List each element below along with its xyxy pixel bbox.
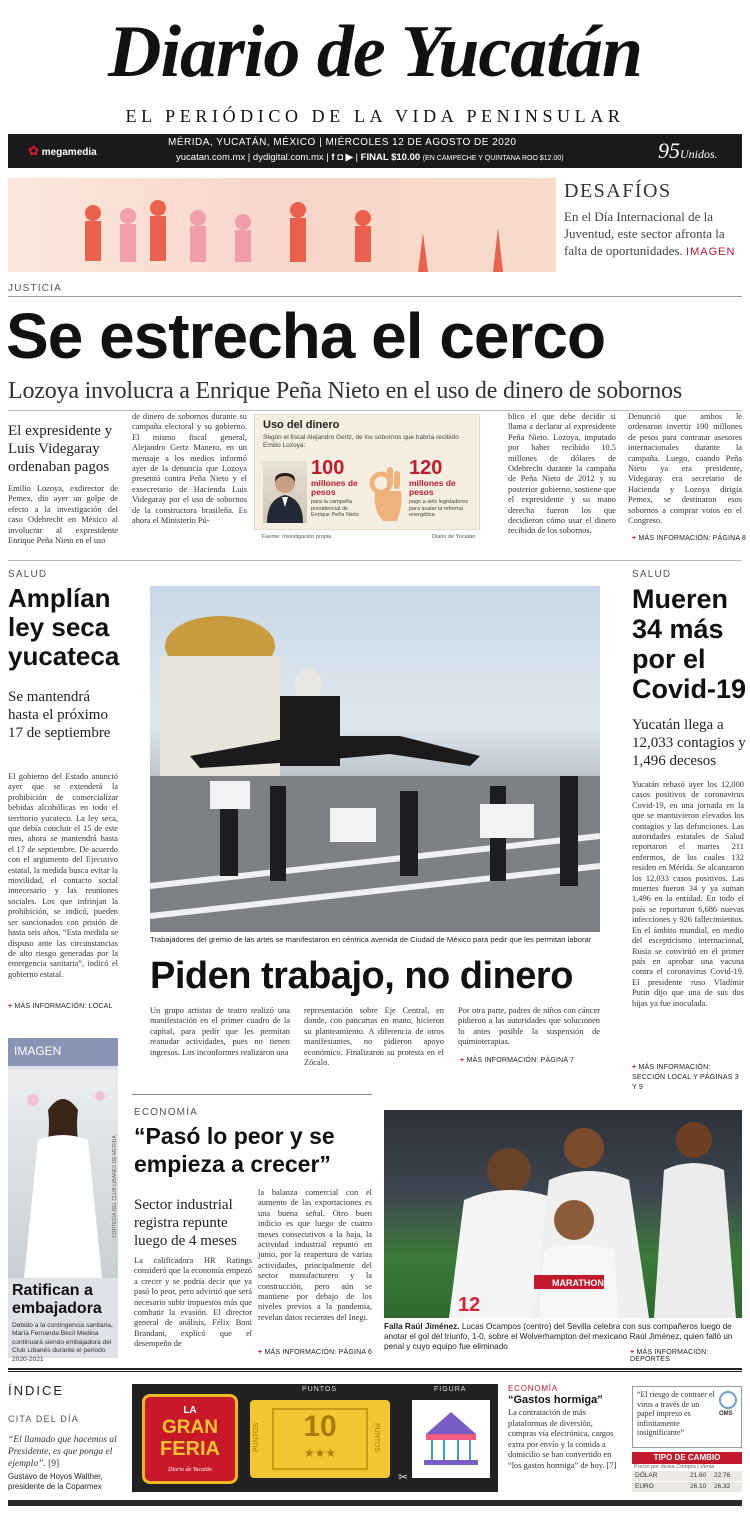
youth-silhouettes xyxy=(8,178,556,272)
feria-line1: LA xyxy=(183,1405,197,1416)
lead-kicker: JUSTICIA xyxy=(8,283,63,294)
figura-box xyxy=(412,1400,490,1478)
center-more[interactable]: + MÁS INFORMACIÓN: PÁGINA 7 xyxy=(460,1057,574,1064)
imagen-box[interactable] xyxy=(8,1038,118,1363)
bottom-rule xyxy=(8,1500,742,1506)
imagen-headline: Ratifican a embajadora xyxy=(12,1282,102,1317)
sports-photo[interactable] xyxy=(384,1110,742,1318)
feria-line3: FERIA xyxy=(160,1438,220,1460)
oms-org: OMS xyxy=(719,1411,733,1417)
infobox xyxy=(254,414,480,530)
cambio-row-euro: EURO 26.10 26.32 xyxy=(632,1482,742,1492)
economia-col1: La calificadora HR Ratings consideró que la economía empezó a crecer y se podría decir que ya pasó lo peor, pero advirtió que será necesario subir impuestos más que combatir la evasión. El director general de análisis, Félix Boni Brandani, explicó que el desempeño de xyxy=(134,1256,252,1349)
unit2: millones de pesos xyxy=(409,478,456,497)
economia2-headline[interactable]: “Gastos hormiga” xyxy=(508,1394,603,1406)
section-rule-double xyxy=(8,1368,742,1372)
lead-col2: de dinero de sobornos durante su campaña electoral y su gobierno. El mismo fiscal general, Alejandro Gertz Manero, en un mensaje a los medios informó ayer de la denuncia que Lozoya presentó contra Peña Nieto y el exsecretario de Hacienda Luis Videgaray por el uso de sobornos de la constructora brasileña. Es ahora el Ministerio Pú- xyxy=(132,412,247,526)
social-icons[interactable]: f ◘ ▶ xyxy=(331,152,356,163)
salud-left-more[interactable]: + MÁS INFORMACIÓN: LOCAL xyxy=(8,1003,113,1010)
dateline: MÉRIDA, YUCATÁN, MÉXICO | MIÉRCOLES 12 DE AGOSTO DE 2020 xyxy=(168,137,517,148)
lead-col1: Emilio Lozoya, exdirector de Pemex, dio ayer un golpe de efecto a la investigación del caso Odebrecht en México al involucrar al expresidente Enrique Peña Nieto en el uso xyxy=(8,484,118,546)
cambio-row-dolar: DÓLAR 21.60 22.76 xyxy=(632,1471,742,1481)
salud-right-more[interactable]: + MÁS INFORMACIÓN: SECCIÓN LOCAL Y PÁGINAS 3 Y 9 xyxy=(632,1063,744,1093)
jersey-sponsor: MARATHON xyxy=(552,1278,604,1288)
lead-headline[interactable]: Se estrecha el cerco xyxy=(6,300,606,372)
points-value: 10 xyxy=(303,1410,337,1443)
points-ticket xyxy=(250,1400,390,1478)
economia-subhead: Sector industrial registra repunte luego de 4 meses xyxy=(134,1197,237,1249)
lead-more[interactable]: + MÁS INFORMACIÓN: PÁGINA 8 xyxy=(632,535,746,542)
infobox-source: Fuente: Investigación propia xyxy=(262,534,332,540)
lead-deck: Lozoya involucra a Enrique Peña Nieto en el uso de dinero de sobornos xyxy=(8,378,682,404)
infobox-credit: Diario de Yucatán xyxy=(432,534,476,540)
teaser-link[interactable]: IMAGEN xyxy=(686,246,736,258)
feria-logo xyxy=(142,1394,238,1484)
cita-author: Gustavo de Hoyos Walther, presidente de la Coparmex xyxy=(8,1472,103,1491)
web-links[interactable]: yucatan.com.mx | dydigital.com.mx | xyxy=(176,152,329,163)
cambio-title: TIPO DE CAMBIO xyxy=(632,1452,742,1464)
feria-sub: Diario de Yucatán xyxy=(168,1467,212,1473)
center-col3: Por otra parte, padres de niños con cáncer pidieron a las autoridades que solucionen lo antes posible la suspensión de quimioterapias. xyxy=(458,1006,600,1047)
lead-subhead: El expresidente y Luis Videgaray ordenaban pagos xyxy=(8,423,113,475)
desc1: para la campaña presidencial de Enrique Peña Nieto xyxy=(311,499,359,518)
salud-left-subhead: Se mantendrá hasta el próximo 17 de septiembre xyxy=(8,689,111,741)
cambio-head: Precio por divisa Compra | Venta xyxy=(634,1464,715,1470)
masthead-title[interactable]: Diario de Yucatán xyxy=(108,11,642,93)
desc2: pago a seis legisladores para avalar la reforma energética xyxy=(409,499,469,518)
feria-panel[interactable] xyxy=(132,1384,498,1492)
scissors-icon: ✂ xyxy=(398,1470,409,1484)
salud-right-kicker: SALUD xyxy=(632,569,672,580)
infobox-title: Uso del dinero xyxy=(263,419,340,431)
megamedia-icon: ✿ xyxy=(28,143,39,158)
infobox-intro: Según el fiscal Alejandro Gertz, de los sobornos que habría recibido Emilio Lozoya: xyxy=(263,434,459,449)
economia2-text: La contratación de más plataformas de diversión, compras vía electrónica, cargos extra por envío y la comida a domicilio se han convertido en “los gastos hormiga” de hoy. [7] xyxy=(508,1408,617,1470)
economia-headline[interactable]: “Pasó lo peor y se empieza a crecer” xyxy=(134,1123,335,1177)
salud-left-kicker: SALUD xyxy=(8,569,48,580)
teaser-title[interactable]: DESAFÍOS xyxy=(564,180,672,202)
anniversary-logo: 95Unidos. xyxy=(658,138,718,163)
oms-quote: “El riesgo de contraer el virus a través de un papel impreso es infinitamente insignificante” xyxy=(637,1390,715,1438)
divider xyxy=(8,560,742,561)
num1: 100 xyxy=(311,457,345,479)
imagen-label: IMAGEN xyxy=(8,1038,118,1066)
carousel-icon xyxy=(412,1400,490,1478)
lead-col4: Denunció que ambos le ordenaron invertir 100 millones de pesos para contratar asesores internacionales durante la campaña. Luego, cuando Peña Nieto ya era presidente, Videgaray era secretario de Hacienda y Lozoya dirigía Pemex, se destinaron esos sobornos a comprar votos en el Congreso. xyxy=(628,412,742,526)
divider xyxy=(8,410,742,411)
salud-right-subhead: Yucatán llega a 12,033 contagios y 1,496 decesos xyxy=(632,717,746,769)
protest-scene xyxy=(150,586,600,932)
divider xyxy=(132,1094,372,1095)
economia-kicker: ECONOMÍA xyxy=(134,1107,199,1118)
salud-left-body: El gobierno del Estado anunció ayer que se extenderá la prohibición de comercializar bebidas alcohólicas en todo el territorio yucateco. La ley seca, que debía concluir el 15 de este mes, ahora se mantendrá hasta el 17 de septiembre. De acuerdo con el argumento del Ejecutivo estatal, la medida busca evitar la movilidad, el contacto social innecesario y las reuniones sociales. Los que infrinjan la prohibición, se indicó, pueden ser sancionados con prisión de hasta seis años. “Esta medida se dispuso ante las circunstancias de alto riesgo generadas por la emergencia sanitaria”, indicó el gobierno estatal. xyxy=(8,772,118,979)
figura-label: FIGURA xyxy=(434,1386,467,1393)
sports-caption: Falla Raúl Jiménez. Lucas Ocampos (centro) del Sevilla celebra con sus compañeros luego de anotar el gol del triunfo, 1-0, sobre el Wolverhampton del mexicano Raúl Jiménez, quien falló un penal y cuyo equipo fue eliminado xyxy=(384,1322,733,1352)
stars-icon: ★★★ xyxy=(303,1446,337,1460)
salud-left-headline[interactable]: Amplían ley seca yucateca xyxy=(8,583,120,671)
price-note: (EN CAMPECHE Y QUINTANA ROO $12.00) xyxy=(422,155,564,162)
ambassador-photo xyxy=(8,1070,118,1278)
lead-col3: blico el que debe decidir si llama a declarar al expresidente Peña Nieto. Lozoya, imputado por haber recibido 10.5 millones de dólares de Odebrecht durante la campaña de Peña Nieto de 2012 y su posterior gobierno, sostiene que el expresidente y su mano derecha fueron los que decidieron cómo usar el dinero recibido de los sobornos. xyxy=(508,412,616,536)
ticket-side-left: PUNTOS xyxy=(253,1422,261,1453)
salud-right-headline[interactable]: Mueren 34 más por el Covid-19 xyxy=(632,584,747,704)
teaser-banner-image[interactable] xyxy=(8,178,556,272)
jersey-number: 12 xyxy=(458,1294,481,1316)
puntos-label: PUNTOS xyxy=(302,1386,338,1393)
num2: 120 xyxy=(409,457,443,479)
teaser-text: En el Día Internacional de la Juventud, este sector afronta la falta de oportunidades. IMAGEN xyxy=(564,209,736,258)
price: FINAL $10.00 xyxy=(360,152,421,163)
hand-ok-icon xyxy=(367,461,405,523)
indice-title: ÍNDICE xyxy=(8,1383,65,1398)
protest-caption: Trabajadores del gremio de las artes se manifestaron en céntrica avenida de Ciudad de México para pedir que les permitan laborar xyxy=(150,935,592,944)
imagen-text: Debido a la contingencia sanitaria, María Fernanda Becil Medina continuará siendo embajadora del Club Libanés durante el periodo 2020-2021 xyxy=(12,1322,113,1363)
masthead-bar xyxy=(8,134,742,168)
unit1: millones de pesos xyxy=(311,478,358,497)
sports-more[interactable]: + MÁS INFORMACIÓN: DEPORTES xyxy=(630,1349,750,1363)
pena-nieto-photo xyxy=(263,461,307,523)
masthead-tagline: EL PERIÓDICO DE LA VIDA PENINSULAR xyxy=(125,106,625,126)
center-headline[interactable]: Piden trabajo, no dinero xyxy=(150,955,573,997)
cita-label: CITA DEL DÍA xyxy=(8,1414,79,1424)
salud-right-body: Yucatán rebasó ayer los 12,000 casos positivos de coronavirus Covid-19, en una jornada en la que se mantuvieron elevados los contagios y las defunciones. Las autoridades estatales de Salud reportaron el martes 211 enfermos, de los cuales 132 residen en Mérida. Se alcanzaron los 12,033 casos positivos. Las muertes fueron 34 y ya suman 1,496 en la entidad. En todo el país se reportaron 6,686 nuevas infecciones y 926 fallecimientos. En el ámbito mundial, en medio del escepticismo internacional, Rusia se convirtió en el primer país en aprobar una vacuna contra el coronavirus Covid-19. El presidente ruso Vladímir Putin dijo que una de sus dos hijas ya fue inoculada. xyxy=(632,780,744,1008)
megamedia-logo[interactable]: ✿ megamedia xyxy=(28,143,97,158)
imagen-photo-credit: CORTESÍA DEL CLUB LIBANÉS DE MÉRIDA xyxy=(112,1135,118,1238)
protest-photo[interactable] xyxy=(150,586,600,932)
oms-logo-icon xyxy=(719,1391,737,1409)
center-col1: Un grupo artistas de teatro realizó una manifestación en el primer cuadro de la capital, para pedir que les permitan reanudar actividades, pues no tienen ingresos. Los inconformes realizaron una xyxy=(150,1006,290,1057)
cita-quote: “El llamado que hacemos al Presidente, es que ponga el ejemplo”. [9] xyxy=(8,1435,117,1469)
divider xyxy=(8,296,742,297)
webline: yucatan.com.mx | dydigital.com.mx | f ◘ ▶ | FINAL $10.00 (EN CAMPECHE Y QUINTANA ROO $12.00) xyxy=(176,152,564,163)
oms-box xyxy=(632,1386,742,1448)
ticket-side-right: PUNTOS xyxy=(373,1422,381,1453)
center-col2: representación sobre Eje Central, en donde, con pancartas en mano, hicieron su planteamiento. A diferencia de otros manifestantes, no pidieron apoyo económico. Finalizaron su protesta en el Zócalo. xyxy=(304,1006,444,1068)
economia-col2: la balanza comercial con el aumento de las exportaciones es una buena señal. Otro buen indicio es que luego de cuatro meses consecutivos a la baja, la actividad industrial repuntó en junio, por la reapertura de varias actividades, principalmente del sector manufacturero y la construcción, pero aún se mantiene por debajo de los niveles previos a la pandemia, revelan datos recientes del Inegi. xyxy=(258,1188,372,1322)
feria-line2: GRAN xyxy=(162,1417,218,1438)
economia-more[interactable]: + MÁS INFORMACIÓN: PÁGINA 6 xyxy=(258,1349,372,1356)
economia2-kicker: ECONOMÍA xyxy=(508,1384,558,1393)
